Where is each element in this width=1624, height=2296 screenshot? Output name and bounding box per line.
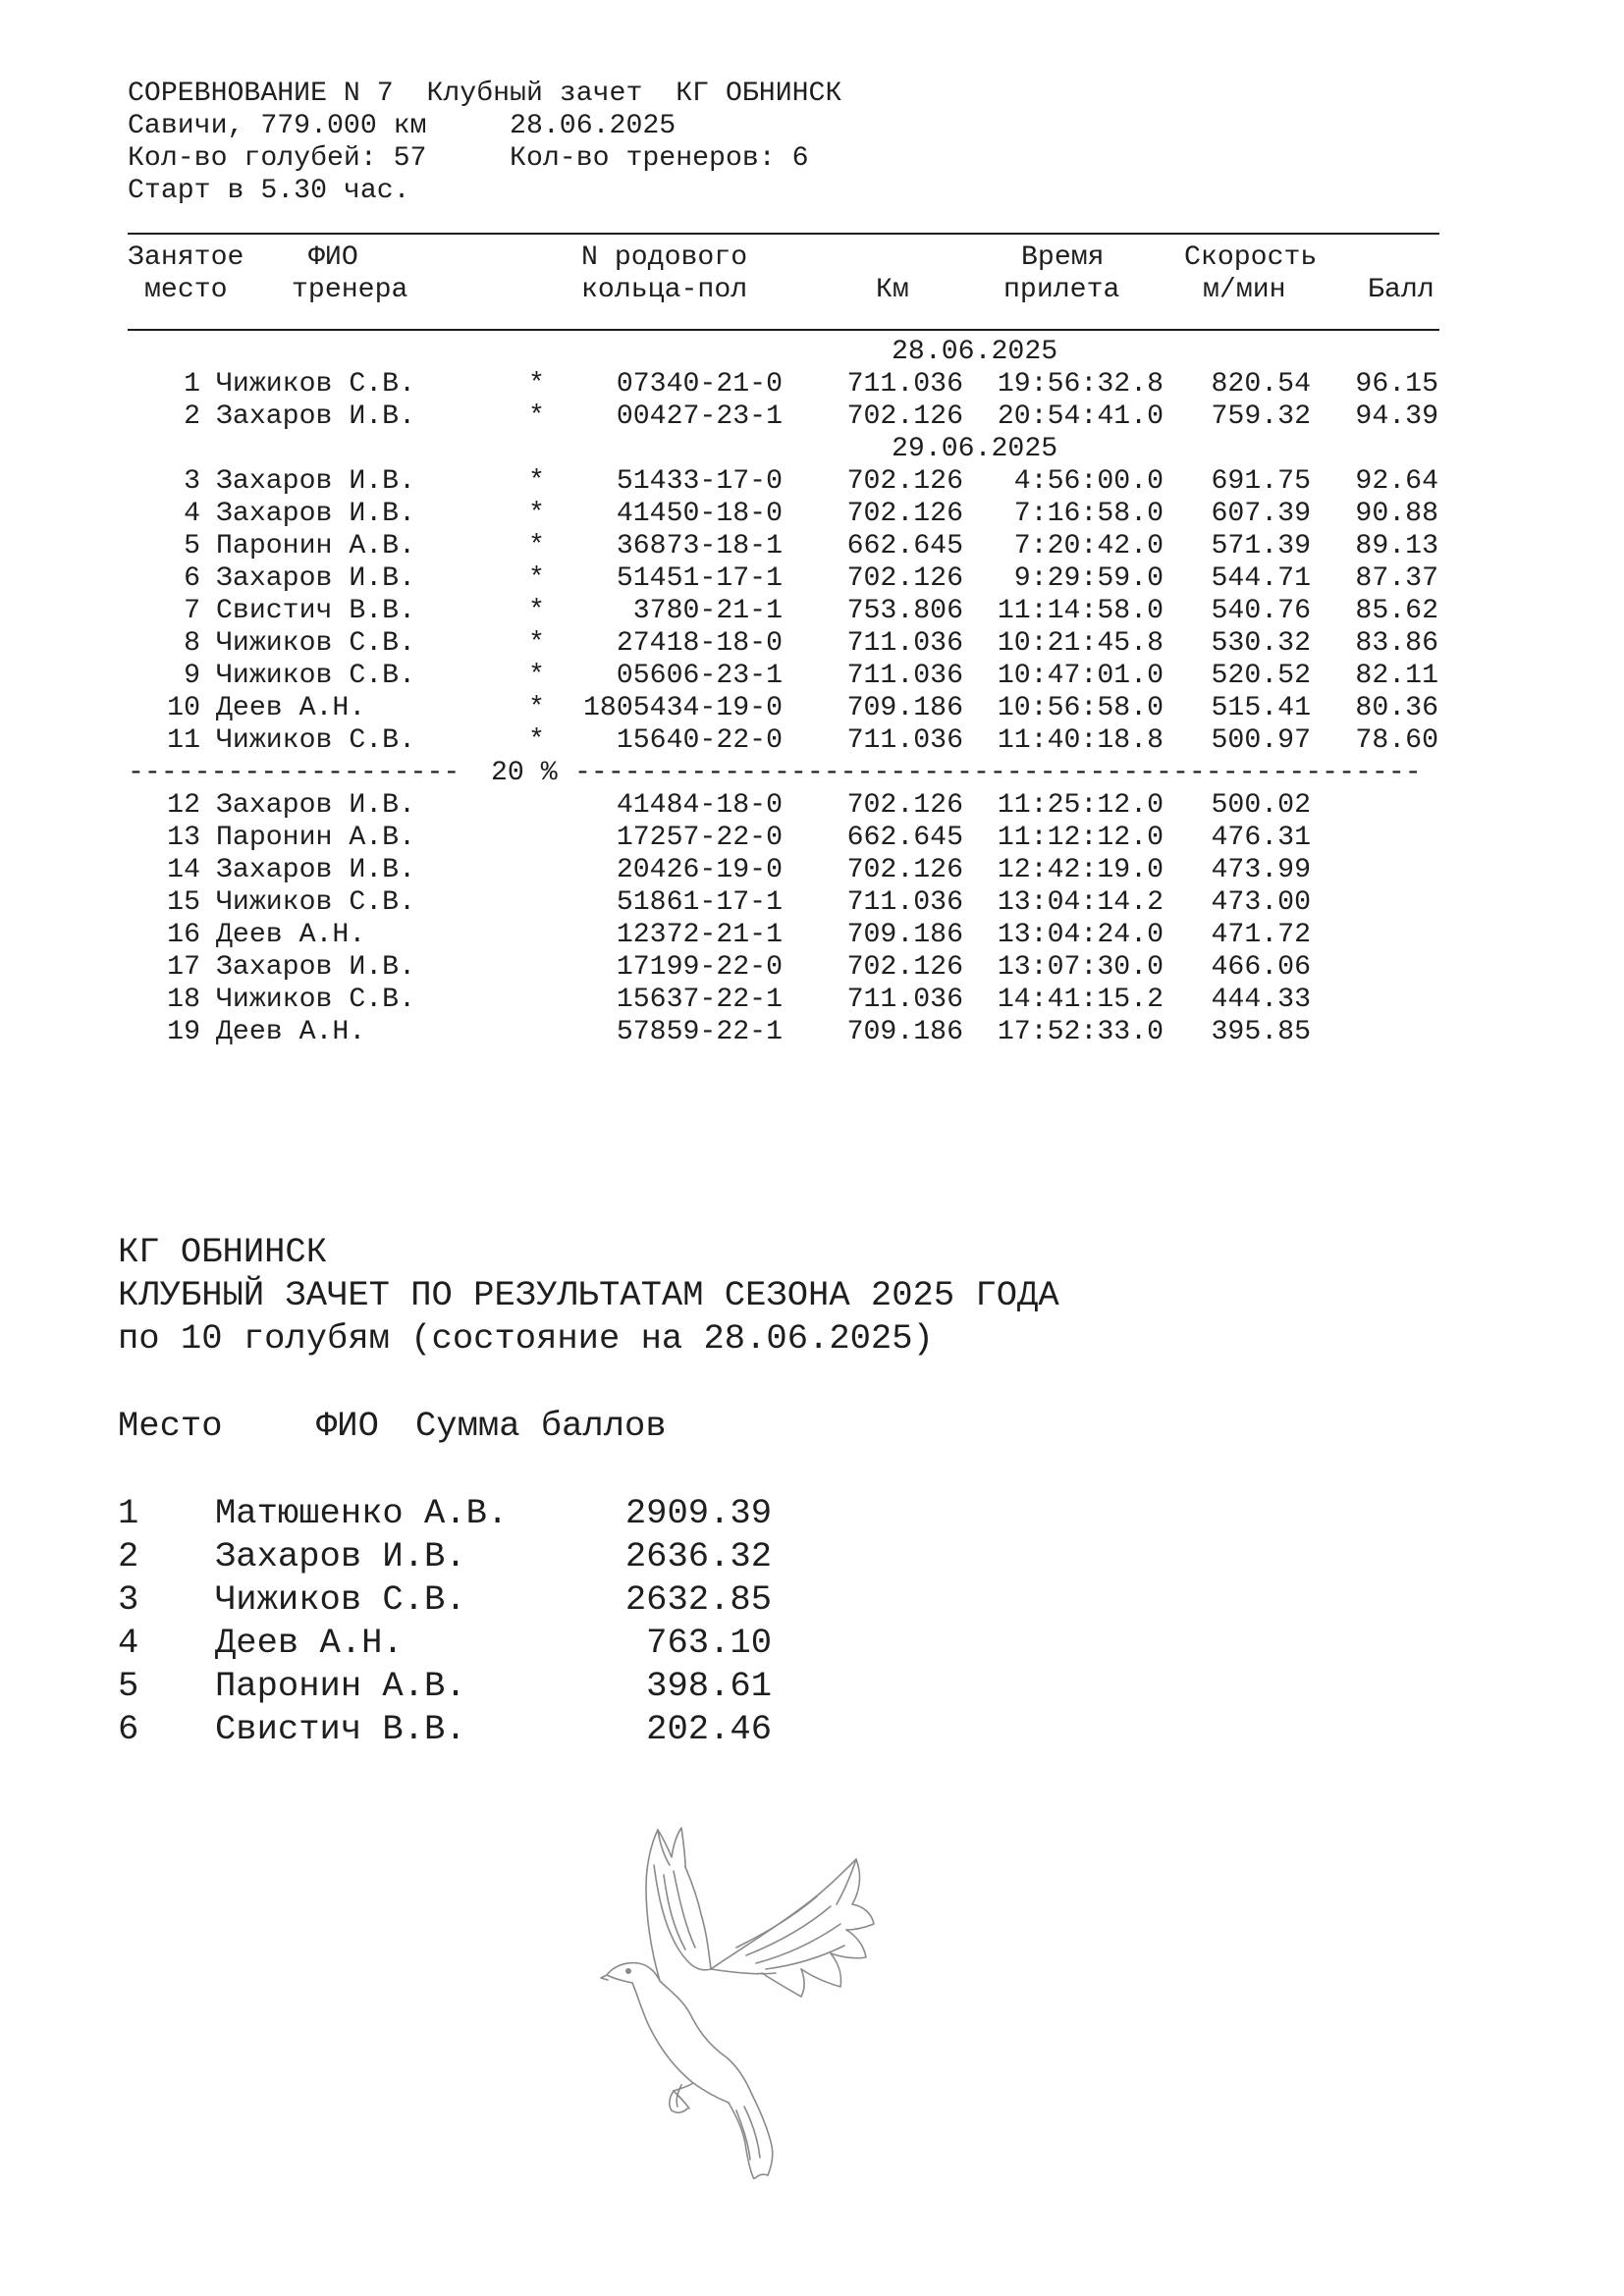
row-km: 709.186: [846, 920, 963, 950]
row-km: 662.645: [846, 531, 963, 561]
row-place: 3: [184, 466, 200, 497]
competition-title: СОРЕВНОВАНИЕ N 7 Клубный зачет КГ ОБНИНСК: [128, 79, 842, 109]
row-place: 10: [167, 693, 200, 723]
season-row-place: 5: [118, 1666, 139, 1706]
separator-label: 20 %: [491, 758, 558, 788]
row-mark: *: [528, 401, 545, 432]
row-ring-number: 17199-22-0: [616, 952, 783, 983]
row-place: 6: [184, 563, 200, 594]
row-km: 702.126: [846, 401, 963, 432]
col-place-header-2: место: [144, 275, 228, 305]
row-score: 94.39: [1355, 401, 1438, 432]
row-arrival-time: 19:56:32.8: [997, 369, 1164, 400]
row-place: 1: [184, 369, 200, 400]
row-speed: 571.39: [1211, 531, 1311, 561]
season-row-sum: 398.61: [646, 1666, 772, 1706]
row-place: 11: [167, 725, 200, 756]
season-title: КЛУБНЫЙ ЗАЧЕТ ПО РЕЗУЛЬТАТАМ СЕЗОНА 2025 ГОДА: [118, 1275, 1059, 1315]
season-row-name: Чижиков С.В.: [215, 1579, 466, 1620]
row-km: 711.036: [846, 725, 963, 756]
row-km: 709.186: [846, 1017, 963, 1047]
row-trainer-name: Чижиков С.В.: [216, 628, 415, 659]
row-km: 711.036: [846, 369, 963, 400]
row-speed: 500.02: [1211, 790, 1311, 821]
row-ring-number: 07340-21-0: [616, 369, 783, 400]
season-row-name: Матюшенко А.В.: [215, 1493, 509, 1533]
row-trainer-name: Деев А.Н.: [216, 693, 366, 723]
season-row-name: Деев А.Н.: [215, 1623, 404, 1663]
row-speed: 544.71: [1211, 563, 1311, 594]
row-place: 7: [184, 596, 200, 626]
col-ring-header-1: N родового: [581, 242, 748, 273]
row-trainer-name: Захаров И.В.: [216, 563, 415, 594]
row-speed: 471.72: [1211, 920, 1311, 950]
row-km: 702.126: [846, 855, 963, 885]
row-arrival-time: 10:47:01.0: [997, 661, 1164, 691]
row-mark: *: [528, 596, 545, 626]
row-ring-number: 17257-22-0: [616, 823, 783, 853]
row-score: 89.13: [1355, 531, 1438, 561]
race-counts: Кол-во голубей: 57 Кол-во тренеров: 6: [128, 143, 809, 174]
row-arrival-time: 13:04:24.0: [997, 920, 1164, 950]
row-score: 85.62: [1355, 596, 1438, 626]
row-ring-number: 15640-22-0: [616, 725, 783, 756]
row-speed: 515.41: [1211, 693, 1311, 723]
col-place-header-1: Занятое: [128, 242, 244, 273]
row-arrival-time: 13:04:14.2: [997, 887, 1164, 918]
row-score: 82.11: [1355, 661, 1438, 691]
row-trainer-name: Деев А.Н.: [216, 920, 366, 950]
row-ring-number: 41450-18-0: [616, 499, 783, 529]
row-trainer-name: Захаров И.В.: [216, 466, 415, 497]
row-trainer-name: Чижиков С.В.: [216, 369, 415, 400]
row-speed: 520.52: [1211, 661, 1311, 691]
col-ring-header-2: кольца-пол: [581, 275, 748, 305]
row-ring-number: 36873-18-1: [616, 531, 783, 561]
row-ring-number: 51861-17-1: [616, 887, 783, 918]
row-place: 15: [167, 887, 200, 918]
row-trainer-name: Чижиков С.В.: [216, 985, 415, 1015]
row-place: 4: [184, 499, 200, 529]
row-trainer-name: Захаров И.В.: [216, 855, 415, 885]
date-header: 29.06.2025: [892, 434, 1058, 464]
row-mark: *: [528, 531, 545, 561]
row-place: 9: [184, 661, 200, 691]
col-fio-header-2: тренера: [292, 275, 408, 305]
row-km: 711.036: [846, 887, 963, 918]
row-trainer-name: Захаров И.В.: [216, 790, 415, 821]
row-trainer-name: Свистич В.В.: [216, 596, 415, 626]
row-trainer-name: Паронин А.В.: [216, 823, 415, 853]
row-arrival-time: 11:25:12.0: [997, 790, 1164, 821]
row-mark: *: [528, 369, 545, 400]
row-mark: *: [528, 628, 545, 659]
row-mark: *: [528, 466, 545, 497]
row-place: 13: [167, 823, 200, 853]
row-ring-number: 57859-22-1: [616, 1017, 783, 1047]
row-speed: 476.31: [1211, 823, 1311, 853]
row-trainer-name: Захаров И.В.: [216, 401, 415, 432]
row-place: 8: [184, 628, 200, 659]
row-speed: 473.00: [1211, 887, 1311, 918]
row-score: 78.60: [1355, 725, 1438, 756]
row-place: 19: [167, 1017, 200, 1047]
col-time-header-1: Время: [1021, 242, 1105, 273]
row-place: 12: [167, 790, 200, 821]
row-trainer-name: Деев А.Н.: [216, 1017, 366, 1047]
season-row-place: 4: [118, 1623, 139, 1663]
row-ring-number: 27418-18-0: [616, 628, 783, 659]
dove-icon: [599, 1826, 903, 2179]
row-score: 90.88: [1355, 499, 1438, 529]
row-trainer-name: Паронин А.В.: [216, 531, 415, 561]
separator-dashes-left: --------------------: [128, 758, 460, 788]
row-ring-number: 05606-23-1: [616, 661, 783, 691]
race-location-date: Савичи, 779.000 км 28.06.2025: [128, 111, 677, 141]
row-km: 702.126: [846, 563, 963, 594]
season-row-sum: 2632.85: [624, 1579, 772, 1620]
row-place: 5: [184, 531, 200, 561]
row-ring-number: 12372-21-1: [616, 920, 783, 950]
row-km: 702.126: [846, 499, 963, 529]
row-speed: 444.33: [1211, 985, 1311, 1015]
season-club-name: КГ ОБНИНСК: [118, 1232, 328, 1272]
season-row-place: 6: [118, 1709, 139, 1749]
row-ring-number: 20426-19-0: [616, 855, 783, 885]
row-trainer-name: Чижиков С.В.: [216, 725, 415, 756]
row-arrival-time: 10:56:58.0: [997, 693, 1164, 723]
row-arrival-time: 7:20:42.0: [1013, 531, 1164, 561]
row-km: 702.126: [846, 790, 963, 821]
row-trainer-name: Чижиков С.В.: [216, 661, 415, 691]
row-arrival-time: 4:56:00.0: [1013, 466, 1164, 497]
season-row-name: Паронин А.В.: [215, 1666, 466, 1706]
row-km: 753.806: [846, 596, 963, 626]
row-place: 17: [167, 952, 200, 983]
date-header: 28.06.2025: [892, 337, 1058, 367]
row-speed: 530.32: [1211, 628, 1311, 659]
row-place: 16: [167, 920, 200, 950]
col-km-header: Км: [876, 275, 909, 305]
row-arrival-time: 7:16:58.0: [1013, 499, 1164, 529]
table-header-rule: [128, 329, 1439, 331]
season-row-sum: 202.46: [646, 1709, 772, 1749]
row-speed: 540.76: [1211, 596, 1311, 626]
season-row-sum: 763.10: [646, 1623, 772, 1663]
row-arrival-time: 13:07:30.0: [997, 952, 1164, 983]
row-speed: 500.97: [1211, 725, 1311, 756]
row-mark: *: [528, 499, 545, 529]
row-km: 711.036: [846, 628, 963, 659]
row-score: 96.15: [1355, 369, 1438, 400]
season-row-place: 2: [118, 1536, 139, 1576]
row-km: 662.645: [846, 823, 963, 853]
season-col-sum: Сумма баллов: [415, 1406, 667, 1446]
row-arrival-time: 12:42:19.0: [997, 855, 1164, 885]
row-ring-number: 3780-21-1: [632, 596, 783, 626]
row-arrival-time: 9:29:59.0: [1013, 563, 1164, 594]
row-arrival-time: 17:52:33.0: [997, 1017, 1164, 1047]
row-ring-number: 51451-17-1: [616, 563, 783, 594]
row-score: 92.64: [1355, 466, 1438, 497]
season-row-name: Свистич В.В.: [215, 1709, 466, 1749]
row-ring-number: 1805434-19-0: [583, 693, 783, 723]
row-km: 711.036: [846, 985, 963, 1015]
col-speed-header-2: м/мин: [1203, 275, 1286, 305]
season-col-fio: ФИО: [316, 1406, 379, 1446]
row-trainer-name: Захаров И.В.: [216, 952, 415, 983]
row-mark: *: [528, 563, 545, 594]
row-score: 83.86: [1355, 628, 1438, 659]
row-score: 80.36: [1355, 693, 1438, 723]
row-arrival-time: 14:41:15.2: [997, 985, 1164, 1015]
season-row-place: 3: [118, 1579, 139, 1620]
row-km: 711.036: [846, 661, 963, 691]
row-arrival-time: 10:21:45.8: [997, 628, 1164, 659]
row-km: 709.186: [846, 693, 963, 723]
row-trainer-name: Захаров И.В.: [216, 499, 415, 529]
col-speed-header-1: Скорость: [1184, 242, 1318, 273]
row-mark: *: [528, 661, 545, 691]
row-km: 702.126: [846, 466, 963, 497]
row-place: 18: [167, 985, 200, 1015]
row-speed: 759.32: [1211, 401, 1311, 432]
race-start: Старт в 5.30 час.: [128, 176, 410, 206]
season-row-name: Захаров И.В.: [215, 1536, 466, 1576]
season-subtitle: по 10 голубям (состояние на 28.06.2025): [118, 1318, 934, 1359]
row-ring-number: 41484-18-0: [616, 790, 783, 821]
row-mark: *: [528, 725, 545, 756]
row-arrival-time: 11:40:18.8: [997, 725, 1164, 756]
row-ring-number: 15637-22-1: [616, 985, 783, 1015]
row-score: 87.37: [1355, 563, 1438, 594]
row-speed: 607.39: [1211, 499, 1311, 529]
col-score-header: Балл: [1368, 275, 1435, 305]
row-arrival-time: 11:14:58.0: [997, 596, 1164, 626]
col-fio-header-1: ФИО: [308, 242, 358, 273]
season-row-sum: 2909.39: [624, 1493, 772, 1533]
row-ring-number: 00427-23-1: [616, 401, 783, 432]
row-ring-number: 51433-17-0: [616, 466, 783, 497]
season-row-sum: 2636.32: [624, 1536, 772, 1576]
row-speed: 820.54: [1211, 369, 1311, 400]
season-row-place: 1: [118, 1493, 139, 1533]
row-mark: *: [528, 693, 545, 723]
col-time-header-2: прилета: [1003, 275, 1120, 305]
separator-dashes-right: ---------------------------------------------------: [574, 758, 1422, 788]
row-speed: 473.99: [1211, 855, 1311, 885]
row-speed: 691.75: [1211, 466, 1311, 497]
row-trainer-name: Чижиков С.В.: [216, 887, 415, 918]
season-col-place: Место: [118, 1406, 223, 1446]
row-km: 702.126: [846, 952, 963, 983]
row-speed: 395.85: [1211, 1017, 1311, 1047]
table-top-rule: [128, 233, 1439, 235]
row-arrival-time: 11:12:12.0: [997, 823, 1164, 853]
row-place: 14: [167, 855, 200, 885]
row-speed: 466.06: [1211, 952, 1311, 983]
row-place: 2: [184, 401, 200, 432]
row-arrival-time: 20:54:41.0: [997, 401, 1164, 432]
